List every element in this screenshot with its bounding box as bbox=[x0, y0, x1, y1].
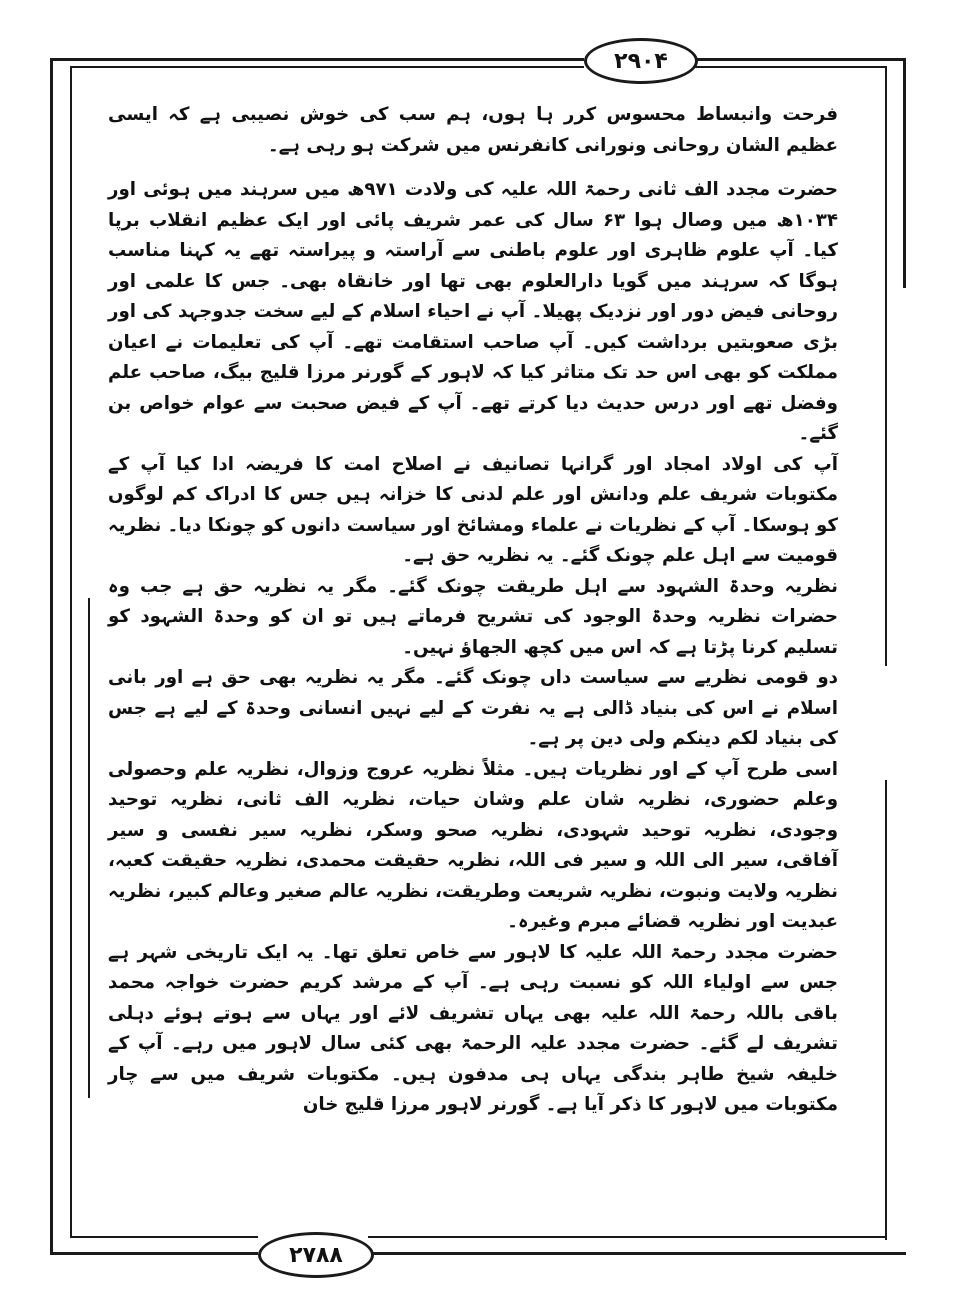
frame-left-rule-outer bbox=[50, 58, 53, 1254]
paragraph-2: حضرت مجدد الف ثانی رحمۃ اللہ علیہ کی ولادت ۹۷۱ھ میں سرہند میں ہوئی اور ۱۰۳۴ھ میں وصال ہوا ۶۳ سال کی عمر شریف پائی اور ایک عظیم انقلاب برپا کیا۔ آپ علوم ظاہری اور علوم باطنی سے آراستہ و پیراستہ تھے یہ کہنا مناسب ہوگا کہ سرہند میں گویا دارالعلوم بھی تھا اور خانقاہ بھی۔ جس کا علمی اور روحانی فیض دور اور نزدیک پھیلا۔ آپ نے احیاء اسلام کے لیے سخت جدوجہد کی اور بڑی صعوبتیں برداشت کیں۔ آپ صاحب استقامت تھے۔ آپ کی تعلیمات نے اعیان مملکت کو بھی اس حد تک متاثر کیا کہ لاہور کے گورنر مرزا قلیج بیگ، صاحب علم وفضل تھے اور درس حدیث دیا کرتے تھے۔ آپ کے فیض صحبت سے عوام خواص بن گئے۔ bbox=[108, 179, 838, 444]
frame-top-rule-outer-right bbox=[692, 58, 906, 61]
header-page-number-text: ۲۹۰۴ bbox=[614, 48, 668, 74]
header-page-number bbox=[584, 38, 698, 84]
frame-left-rule-inner bbox=[70, 66, 72, 1236]
paragraph-4: نظریہ وحدۃ الشہود سے اہل طریقت چونک گئے۔ مگر یہ نظریہ حق ہے جب وہ حضرات نظریہ وحدۃ الوجود کی تشریح فرماتے ہیں تو ان کو وحدۃ الشہود کو تسلیم کرنا پڑتا ہے کہ اس میں کچھ الجھاؤ نہیں۔ bbox=[108, 575, 838, 658]
body-text bbox=[108, 100, 838, 1121]
paragraph-3: آپ کی اولاد امجاد اور گرانہا تصانیف نے اصلاح امت کا فریضہ ادا کیا آپ کے مکتوبات شریف علم ودانش اور علم لدنی کا خزانہ ہیں جس کا ادراک کم لوگوں کو ہوسکا۔ آپ کے نظریات نے علماء ومشائخ اور سیاست دانوں کو چونکا دیا۔ نظریہ قومیت سے اہل علم چونک گئے۔ یہ نظریہ حق ہے۔ bbox=[108, 453, 838, 566]
frame-top-rule-outer bbox=[50, 58, 584, 61]
paragraph-1: فرحت وانبساط محسوس کرر ہا ہوں، ہم سب کی خوش نصیبی ہے کہ ایسی عظیم الشان روحانی ونورانی کانفرنس میں شرکت ہو رہی ہے۔ bbox=[108, 104, 838, 156]
frame-top-rule-inner bbox=[70, 66, 584, 68]
frame-top-rule-inner-right bbox=[692, 66, 886, 68]
frame-right-rule-lower bbox=[885, 780, 887, 1240]
frame-bottom-rule-outer-right bbox=[368, 1252, 906, 1255]
footer-page-number-text: ۲۷۸۸ bbox=[289, 1242, 343, 1268]
footer-page-number bbox=[258, 1232, 374, 1278]
frame-right-rule-inner bbox=[885, 66, 887, 666]
frame-left-mid-rule bbox=[88, 598, 90, 1098]
paragraph-5: دو قومی نظریے سے سیاست داں چونک گئے۔ مگر یہ نظریہ بھی حق ہے اور بانی اسلام نے اس کی بنیاد ڈالی ہے یہ نفرت کے لیے نہیں انسانی وحدۃ کے لیے ہے جس کی بنیاد لکم دینکم ولی دین پر ہے۔ bbox=[108, 667, 838, 749]
paragraph-7: حضرت مجدد رحمۃ اللہ علیہ کا لاہور سے خاص تعلق تھا۔ یہ ایک تاریخی شہر ہے جس سے اولیاء اللہ کو نسبت رہی ہے۔ آپ کے مرشد کریم حضرت خواجہ محمد باقی باللہ رحمۃ اللہ علیہ بھی یہاں تشریف لائے اور یہاں سے ہوتے ہوئے دہلی تشریف لے گئے۔ حضرت مجدد علیہ الرحمۃ بھی کئی سال لاہور میں رہے۔ آپ کے خلیفہ شیخ طاہر بندگی یہاں ہی مدفون ہیں۔ مکتوبات شریف میں سے چار مکتوبات میں لاہور کا ذکر آیا ہے۔ گورنر لاہور مرزا قلیج خان bbox=[108, 941, 838, 1115]
paragraph-6: اسی طرح آپ کے اور نظریات ہیں۔ مثلاً نظریہ عروج وزوال، نظریہ علم وحصولی وعلم حضوری، نظریہ شان علم وشان حیات، نظریہ الف ثانی، نظریہ توحید وجودی، نظریہ توحید شہودی، نظریہ صحو وسکر، نظریہ سیر نفسی و سیر آفاقی، سیر الی اللہ و سیر فی اللہ، نظریہ حقیقت محمدی، نظریہ حقیقت کعبہ، نظریہ ولایت ونبوت، نظریہ شریعت وطریقت، نظریہ عالم صغیر وعالم کبیر، نظریہ عبدیت اور نظریہ قضائے مبرم وغیرہ۔ bbox=[108, 758, 838, 932]
frame-bottom-rule-inner bbox=[70, 1236, 258, 1238]
frame-right-rule-outer bbox=[903, 58, 906, 288]
frame-bottom-rule-inner-right bbox=[368, 1236, 887, 1238]
frame-bottom-rule-outer bbox=[50, 1252, 258, 1255]
